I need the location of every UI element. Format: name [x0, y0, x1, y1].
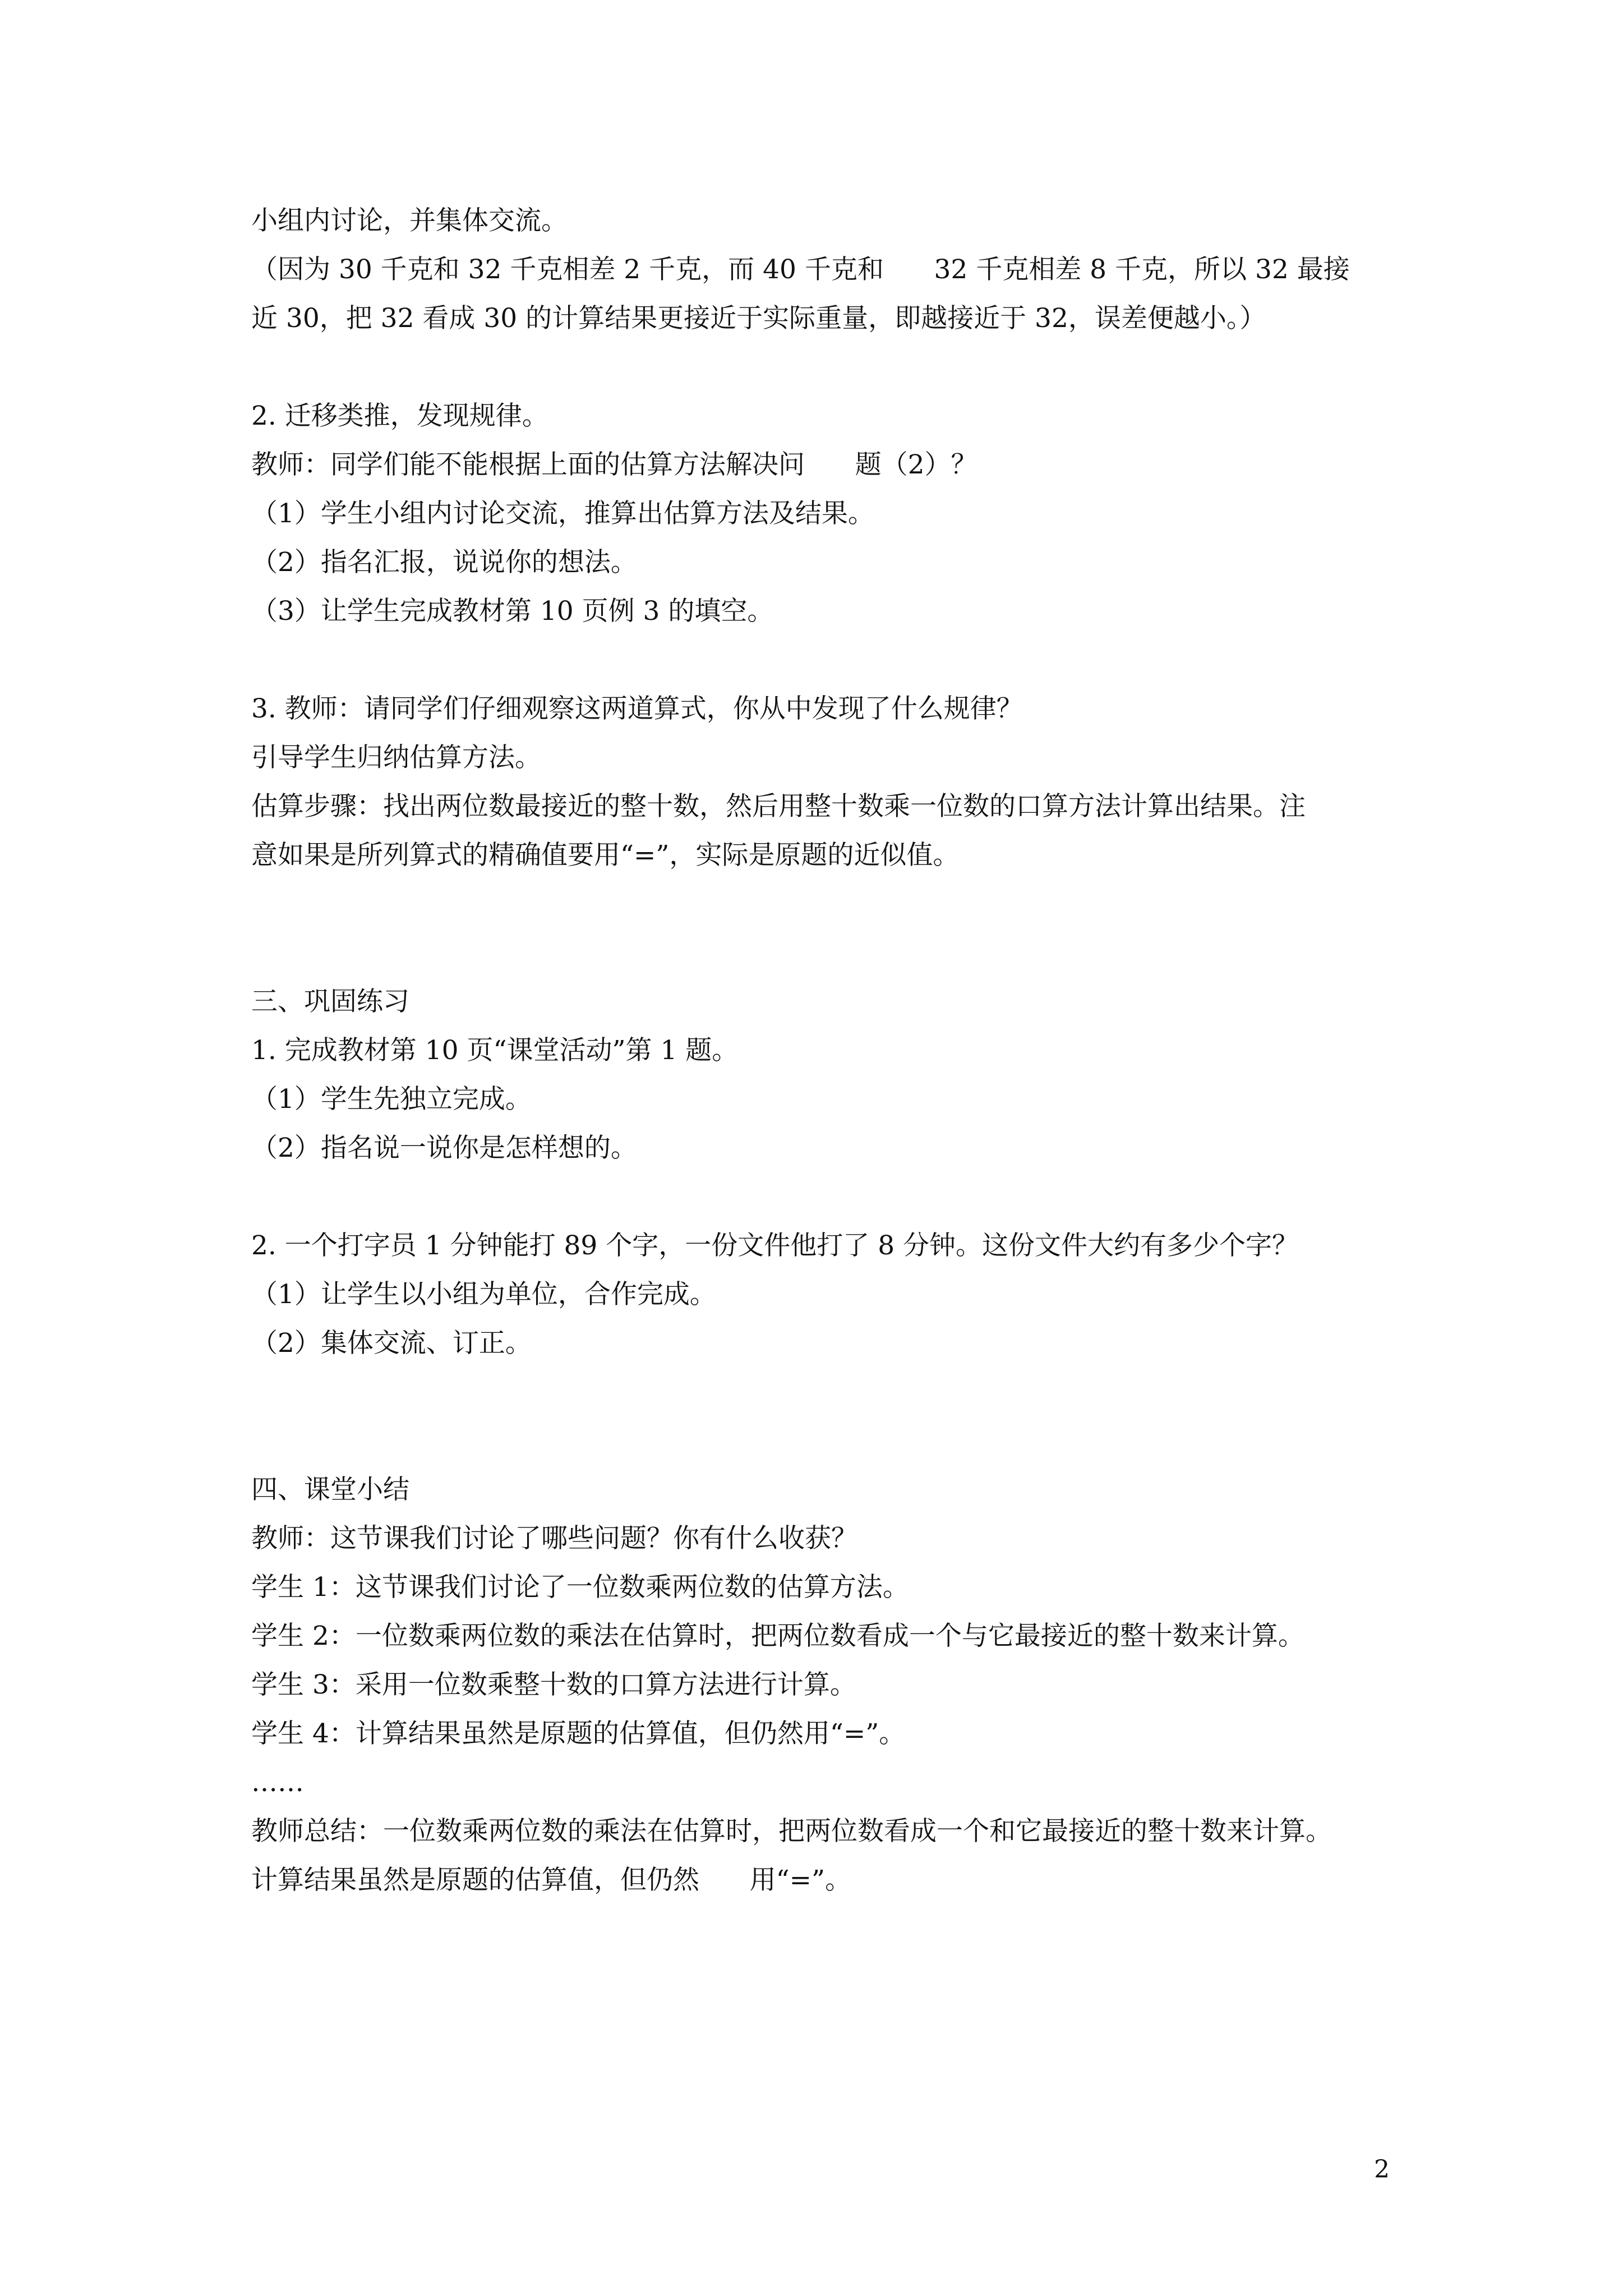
text-line: （1）让学生以小组为单位，合作完成。	[251, 1279, 716, 1310]
section-summary	[251, 1465, 1395, 1904]
text-line: （3）让学生完成教材第 10 页例 3 的填空。	[251, 596, 774, 627]
text-line: 学生 1：这节课我们讨论了一位数乘两位数的估算方法。	[251, 1572, 909, 1603]
section-heading: 四、课堂小结	[251, 1474, 409, 1505]
text-line: 教师：这节课我们讨论了哪些问题？你有什么收获？	[251, 1523, 857, 1554]
text-line: 教师：同学们能不能根据上面的估算方法解决问 题（2）？	[251, 449, 978, 480]
text-line: 近 30，把 32 看成 30 的计算结果更接近于实际重量，即越接近于 32，误差便越小。）	[251, 303, 1266, 334]
text-line: （1）学生先独立完成。	[251, 1084, 532, 1115]
page-number: 2	[1374, 2155, 1390, 2184]
section-heading: 三、巩固练习	[251, 986, 409, 1017]
text-line: 小组内讨论，并集体交流。	[251, 205, 568, 236]
text-line: 教师总结：一位数乘两位数的乘法在估算时，把两位数看成一个和它最接近的整十数来计算。	[251, 1816, 1332, 1847]
spacer	[251, 1172, 1395, 1221]
text-line: 3. 教师：请同学们仔细观察这两道算式，你从中发现了什么规律？	[251, 693, 1023, 724]
paragraph-typist-problem	[251, 1221, 1395, 1368]
text-line: 学生 4：计算结果虽然是原题的估算值，但仍然用“=”。	[251, 1718, 906, 1749]
text-line: 学生 3：采用一位数乘整十数的口算方法进行计算。	[251, 1669, 856, 1700]
text-line: （因为 30 千克和 32 千克相差 2 千克，而 40 千克和 32 千克相差 8 千克，所以 32 最接	[251, 254, 1350, 285]
text-line: 计算结果虽然是原题的估算值，但仍然 用“=”。	[251, 1865, 852, 1895]
text-line: 学生 2：一位数乘两位数的乘法在估算时，把两位数看成一个与它最接近的整十数来计算。	[251, 1621, 1304, 1651]
text-line: 估算步骤：找出两位数最接近的整十数，然后用整十数乘一位数的口算方法计算出结果。注	[251, 791, 1306, 822]
spacer	[251, 636, 1395, 684]
text-line: 2. 一个打字员 1 分钟能打 89 个字，一份文件他打了 8 分钟。这份文件大约有多少个字？	[251, 1230, 1299, 1261]
document-body	[251, 196, 1395, 1904]
text-line: （2）指名汇报，说说你的想法。	[251, 547, 637, 578]
text-line: （2）集体交流、订正。	[251, 1328, 532, 1359]
spacer	[251, 343, 1395, 392]
spacer	[251, 880, 1395, 977]
paragraph-observation	[251, 684, 1395, 880]
text-line: 2. 迁移类推，发现规律。	[251, 401, 548, 431]
text-line: （1）学生小组内讨论交流，推算出估算方法及结果。	[251, 498, 874, 529]
text-line: 1. 完成教材第 10 页“课堂活动”第 1 题。	[251, 1035, 739, 1066]
section-practice	[251, 977, 1395, 1172]
spacer	[251, 1368, 1395, 1465]
text-line: 意如果是所列算式的精确值要用“=”，实际是原题的近似值。	[251, 840, 960, 871]
text-line: 引导学生归纳估算方法。	[251, 742, 541, 773]
ellipsis-line: ……	[251, 1767, 304, 1798]
text-line: （2）指名说一说你是怎样想的。	[251, 1133, 637, 1163]
paragraph-transfer	[251, 392, 1395, 636]
paragraph-discussion	[251, 196, 1395, 343]
